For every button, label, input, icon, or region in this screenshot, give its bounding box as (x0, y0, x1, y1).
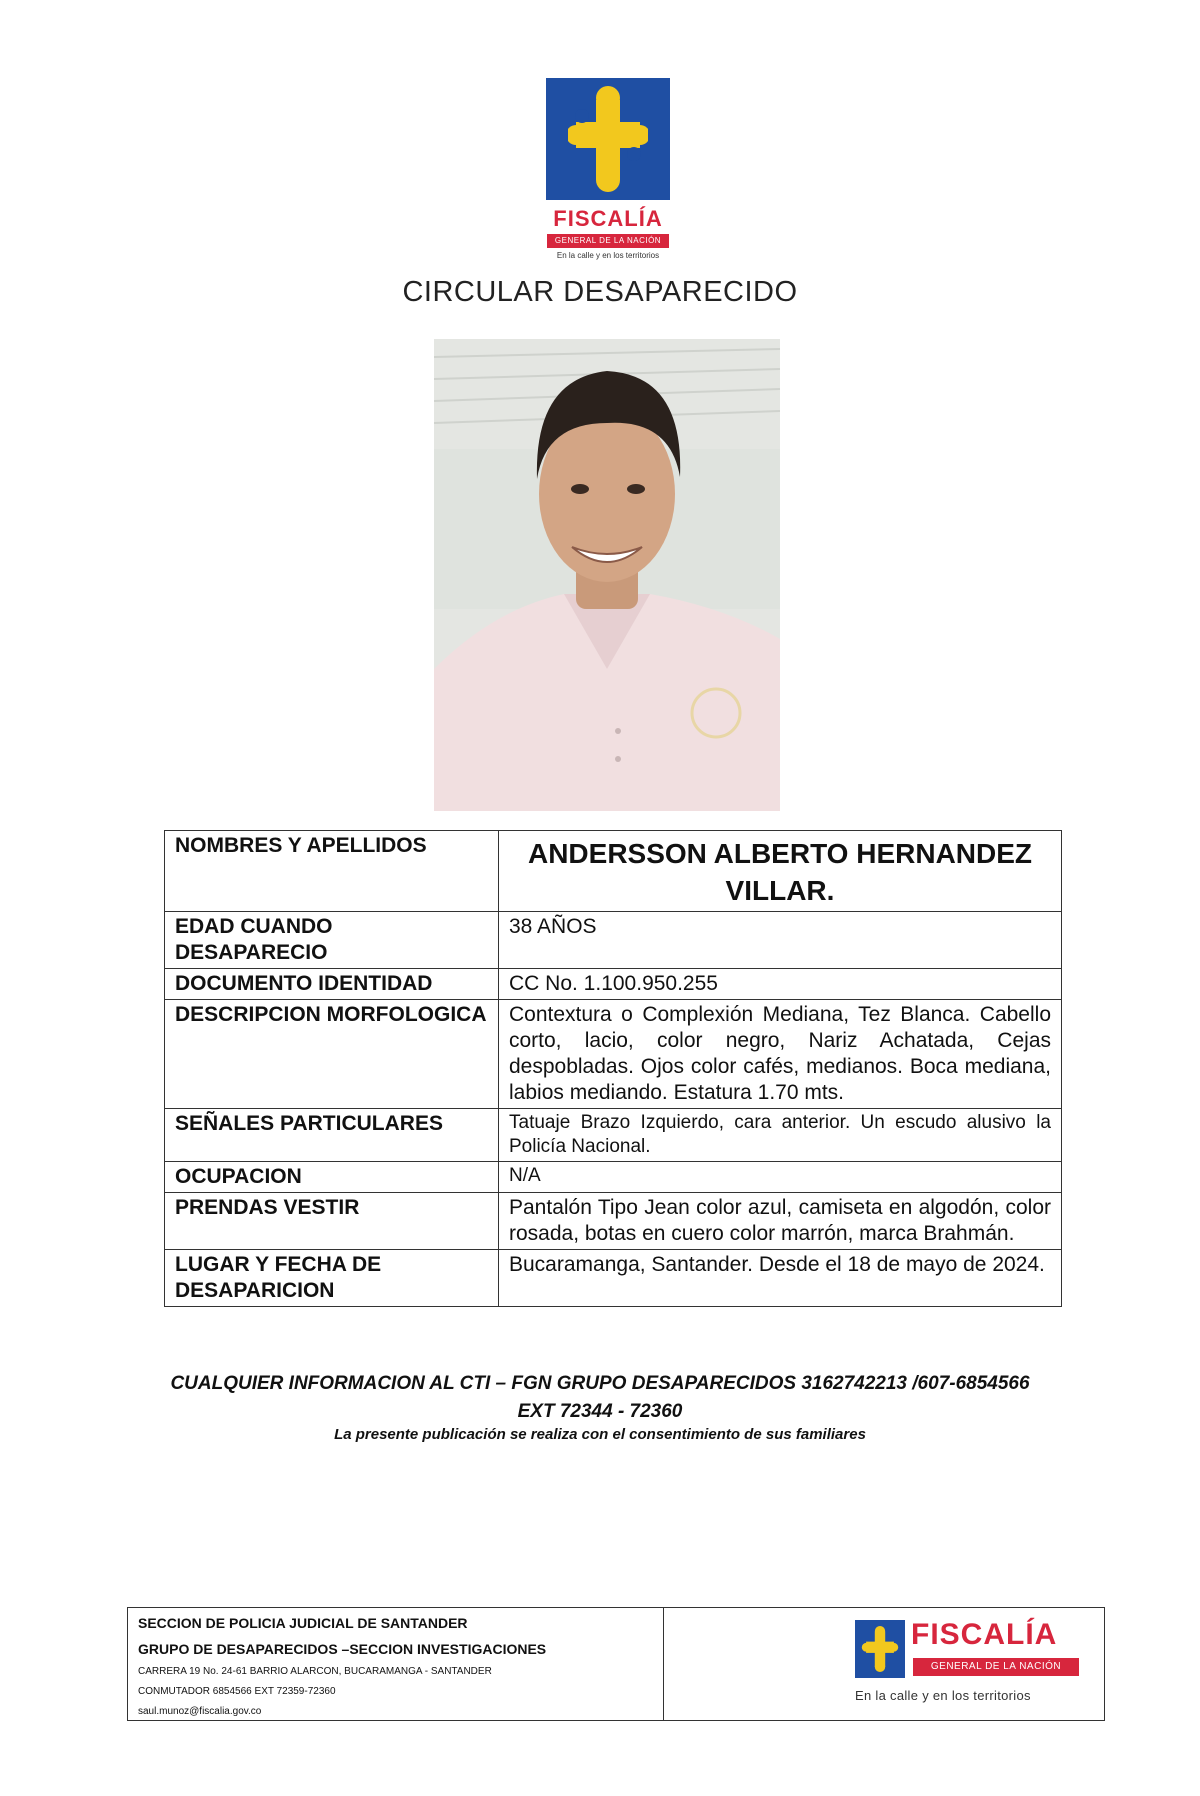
value-clothing: Pantalón Tipo Jean color azul, camiseta en algodón, color rosada, botas en cuero color marrón, marca Brahmán. (499, 1193, 1062, 1250)
table-row (165, 1109, 1062, 1162)
footer-group: GRUPO DE DESAPARECIDOS –SECCION INVESTIGACIONES (138, 1641, 547, 1657)
value-id-document: CC No. 1.100.950.255 (499, 969, 1062, 1000)
table-row (165, 1162, 1062, 1193)
footer-email: saul.munoz@fiscalia.gov.co (138, 1706, 262, 1717)
table-row (165, 1250, 1062, 1307)
value-particular-signs: Tatuaje Brazo Izquierdo, cara anterior. Un escudo alusivo la Policía Nacional. (499, 1109, 1062, 1162)
label-morphology: DESCRIPCION MORFOLOGICA (165, 1000, 499, 1109)
contact-phones: CUALQUIER INFORMACION AL CTI – FGN GRUPO DESAPARECIDOS 3162742213 /607-6854566 (170, 1373, 1030, 1394)
table-row (165, 831, 1062, 912)
puzzle-icon (855, 1620, 905, 1678)
footer-street: CARRERA 19 No. 24-61 BARRIO ALARCON, BUCARAMANGA - SANTANDER (138, 1666, 492, 1677)
value-names: ANDERSSON ALBERTO HERNANDEZ VILLAR. (499, 831, 1062, 912)
footer-phone: CONMUTADOR 6854566 EXT 72359-72360 (138, 1686, 336, 1697)
logo-name: FISCALÍA (553, 206, 663, 231)
label-particular-signs: SEÑALES PARTICULARES (165, 1109, 499, 1162)
label-id-document: DOCUMENTO IDENTIDAD (165, 969, 499, 1000)
value-age: 38 AÑOS (499, 912, 1062, 969)
footer-section: SECCION DE POLICIA JUDICIAL DE SANTANDER (138, 1615, 468, 1631)
consent-note: La presente publicación se realiza con el consentimiento de sus familiares (334, 1426, 866, 1443)
page-title: CIRCULAR DESAPARECIDO (402, 276, 798, 308)
footer-address (128, 1608, 664, 1720)
label-names: NOMBRES Y APELLIDOS (165, 831, 499, 912)
footer-box (127, 1607, 1105, 1721)
missing-person-photo (434, 339, 780, 811)
label-place-date: LUGAR Y FECHA DE DESAPARICION (165, 1250, 499, 1307)
footer-logo-name: FISCALÍA (911, 1618, 1058, 1651)
logo-band: GENERAL DE LA NACIÓN (547, 234, 669, 248)
value-morphology: Contextura o Complexión Mediana, Tez Blanca. Cabello corto, lacio, color negro, Nariz Achatada, Cejas despobladas. Ojos color cafés, medianos. Boca mediana, labios mediando. Estatura 1.70 mts. (499, 1000, 1062, 1109)
puzzle-icon (546, 78, 670, 200)
value-occupation: N/A (499, 1162, 1062, 1193)
contact-info (0, 1370, 1200, 1426)
value-place-date: Bucaramanga, Santander. Desde el 18 de mayo de 2024. (499, 1250, 1062, 1307)
logo-tagline: En la calle y en los territorios (556, 251, 660, 260)
contact-extensions: EXT 72344 - 72360 (517, 1401, 683, 1422)
table-row (165, 912, 1062, 969)
footer-logo-cell (665, 1608, 1104, 1720)
footer-logo-band: GENERAL DE LA NACIÓN (913, 1658, 1079, 1676)
table-row (165, 1193, 1062, 1250)
table-row (165, 969, 1062, 1000)
missing-person-info-table (164, 830, 1062, 1307)
fiscalia-logo (546, 78, 670, 260)
footer-logo-tagline: En la calle y en los territorios (855, 1688, 1031, 1703)
table-row (165, 1000, 1062, 1109)
label-occupation: OCUPACION (165, 1162, 499, 1193)
label-clothing: PRENDAS VESTIR (165, 1193, 499, 1250)
label-age: EDAD CUANDO DESAPARECIO (165, 912, 499, 969)
footer-fiscalia-logo (855, 1618, 1095, 1708)
